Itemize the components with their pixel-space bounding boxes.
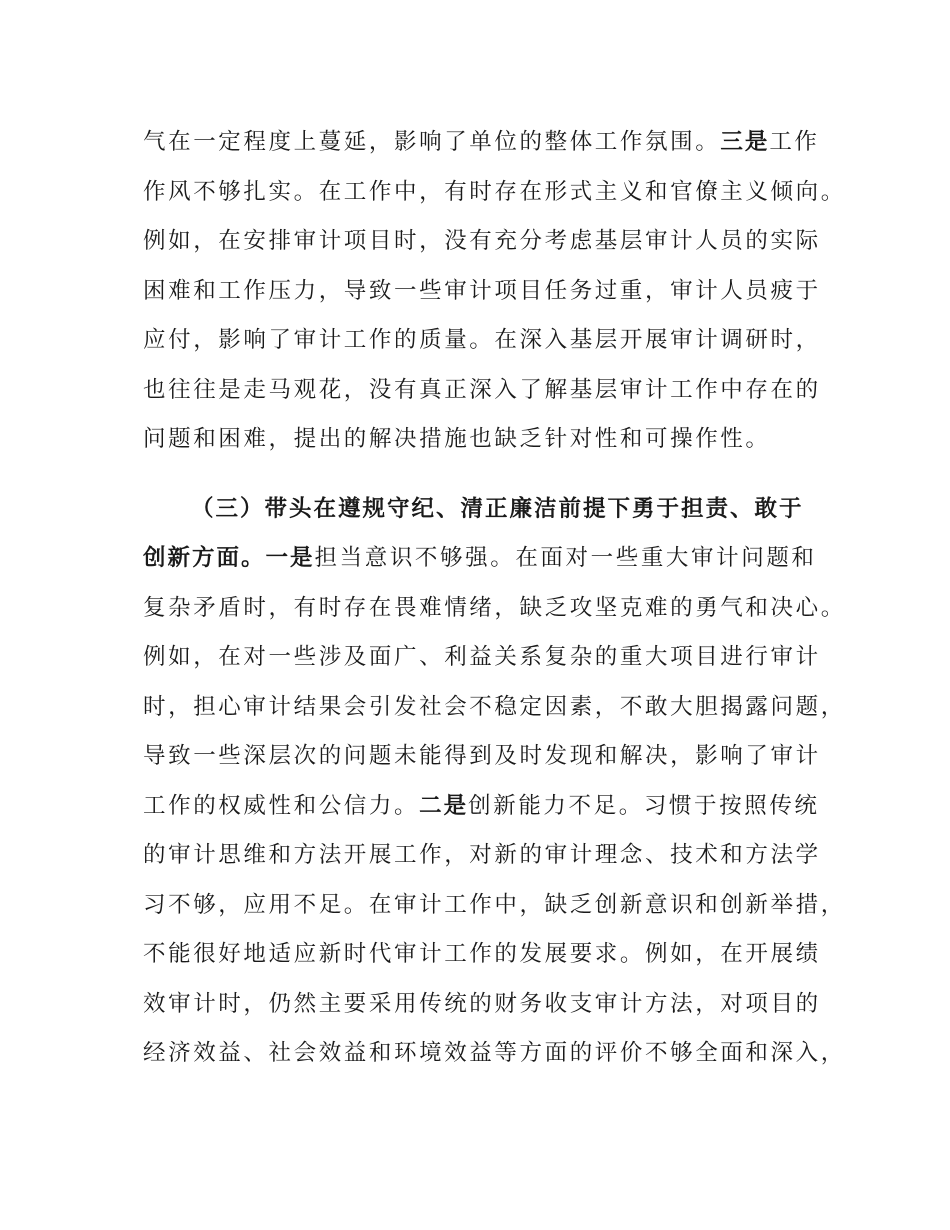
- text-line: 时，担心审计结果会引发社会不稳定因素，不敢大胆揭露问题，: [143, 693, 846, 720]
- text-line: [143, 534, 815, 584]
- text-line: 应付，影响了审计工作的质量。在深入基层开展审计调研时，: [143, 327, 821, 353]
- text-line: 经济效益、社会效益和环境效益等方面的评价不够全面和深入，: [143, 1040, 846, 1066]
- text-line: 也往往是走马观花，没有真正深入了解基层审计工作中存在的: [143, 376, 821, 403]
- text-run: 工作的权威性和公信力。: [143, 792, 420, 819]
- text-line: 的审计思维和方法开展工作，对新的审计理念、技术和方法学: [143, 842, 821, 868]
- text-run: 创新能力不足。习惯于按照传统: [468, 792, 820, 819]
- text-line: 例如，在安排审计项目时，没有充分考虑基层审计人员的实际: [143, 228, 821, 254]
- paragraph-spacer: [143, 465, 815, 485]
- text-line: 困难和工作压力，导致一些审计项目任务过重，审计人员疲于: [143, 277, 821, 304]
- text-line: [143, 782, 820, 832]
- text-line: 问题和困难，提出的解决措施也缺乏针对性和可操作性。: [143, 426, 771, 452]
- paragraph-work-style: [143, 118, 846, 465]
- text-run: 工作: [769, 129, 820, 155]
- text-line: 复杂矛盾时，有时存在畏难情绪，缺乏攻坚克难的勇气和决心。: [143, 594, 846, 621]
- text-line: 作风不够扎实。在工作中，有时存在形式主义和官僚主义倾向。: [143, 178, 846, 205]
- text-line: 效审计时，仍然主要采用传统的财务收支审计方法，对项目的: [143, 990, 821, 1017]
- section-heading-continued: 创新方面。一是: [143, 545, 315, 571]
- text-run: 担当意识不够强。在面对一些重大审计问题和: [314, 545, 817, 571]
- text-line: 导致一些深层次的问题未能得到及时发现和解决，影响了审计: [143, 743, 821, 769]
- text-run: 气在一定程度上蔓延，影响了单位的整体工作氛围。: [143, 129, 721, 155]
- text-line: 习不够，应用不足。在审计工作中，缺乏创新意识和创新举措，: [143, 891, 846, 918]
- bold-marker-two: 二是: [419, 792, 469, 819]
- text-line: 不能很好地适应新时代审计工作的发展要求。例如，在开展绩: [143, 941, 821, 967]
- section-heading: （三）带头在遵规守纪、清正廉洁前提下勇于担责、敢于: [191, 495, 804, 522]
- paragraph-section-three: [143, 485, 846, 1079]
- bold-marker-three: 三是: [720, 129, 770, 155]
- text-line: 例如，在对一些涉及面广、利益关系复杂的重大项目进行审计: [143, 644, 821, 670]
- text-line: [143, 118, 820, 168]
- document-page: [143, 118, 846, 1079]
